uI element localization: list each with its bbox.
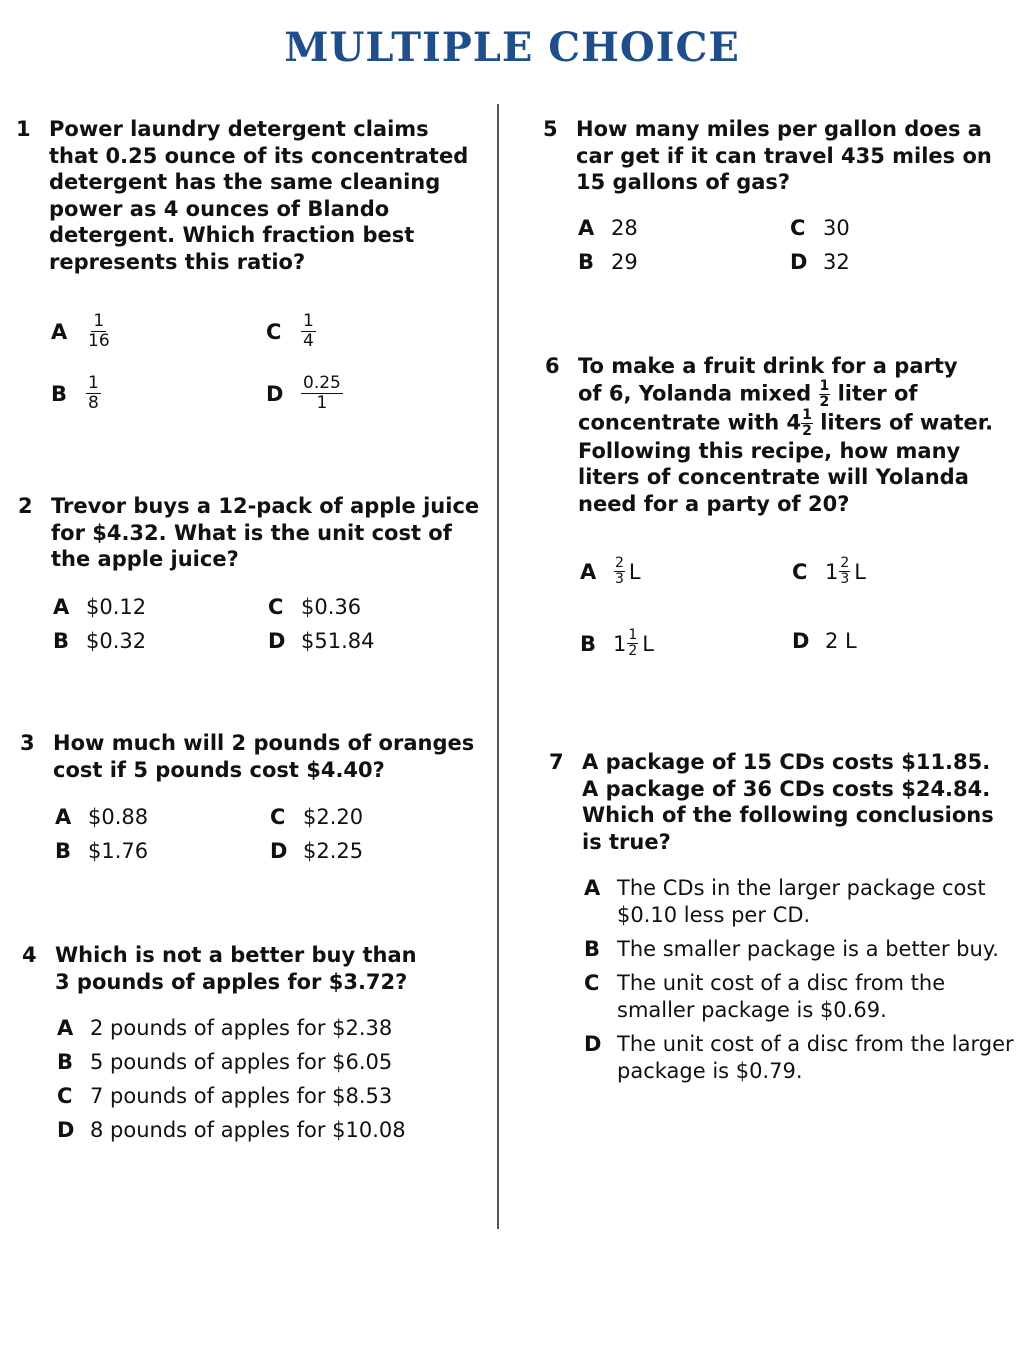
option-label: A (53, 594, 70, 619)
option-text: 5 pounds of apples for $6.05 (90, 1050, 393, 1074)
question-number: 6 (545, 354, 560, 378)
question-number: 2 (18, 494, 33, 518)
option-text: 30 (823, 215, 850, 240)
fraction (301, 375, 343, 412)
option-d[interactable] (268, 629, 374, 653)
option-text: 2 pounds of apples for $2.38 (90, 1016, 393, 1040)
question-number: 1 (16, 117, 31, 141)
question-2 (18, 493, 488, 665)
option-text: $0.12 (86, 594, 147, 619)
question-text-segment: liter of (837, 381, 918, 405)
option-b[interactable] (578, 250, 638, 274)
question-text-segment: of 6, Yolanda mixed (578, 381, 812, 405)
option-b[interactable] (580, 629, 654, 658)
option-a[interactable] (55, 805, 148, 829)
option-text: The CDs in the larger package cost $0.10 less per CD. (617, 876, 986, 927)
option-text: $2.25 (303, 839, 364, 863)
question-text: Power laundry detergent claims that 0.25 ounce of its concentrated detergent has the same cleaning power as 4 ounces of Blando detergent. Which fraction best represents this ratio? (49, 117, 469, 274)
option-a[interactable] (584, 875, 1014, 929)
option-c[interactable] (268, 595, 361, 619)
unit: L (628, 559, 641, 584)
option-d[interactable] (57, 1117, 492, 1144)
option-label: B (57, 1050, 74, 1074)
fraction (301, 313, 316, 350)
numerator: 1 (819, 377, 830, 394)
fraction (86, 375, 101, 412)
question-line (578, 377, 993, 410)
option-text: $0.32 (86, 628, 147, 653)
option-text: 32 (823, 249, 850, 274)
option-label: D (270, 839, 288, 863)
numerator: 1 (93, 311, 105, 331)
whole-number: 1 (613, 631, 627, 656)
numerator: 1 (303, 311, 314, 331)
option-label: D (584, 1032, 602, 1056)
option-c[interactable] (57, 1083, 492, 1110)
option-label: B (584, 937, 601, 961)
question-3 (20, 730, 490, 875)
option-c[interactable] (266, 313, 316, 350)
question-text: How many miles per gallon does a car get if it can travel 435 miles on 15 gallons of gas? (576, 117, 992, 194)
question-line: Following this recipe, how many (578, 438, 961, 463)
fraction (627, 629, 638, 658)
denominator: 3 (615, 571, 624, 587)
option-label: C (57, 1084, 73, 1108)
option-label: A (57, 1016, 74, 1040)
option-a[interactable] (51, 313, 112, 350)
option-label: C (268, 594, 284, 619)
question-number: 7 (549, 750, 564, 774)
option-label: A (578, 215, 595, 240)
question-5 (543, 116, 1013, 286)
option-label: C (792, 559, 808, 584)
option-label: A (584, 876, 601, 900)
page-title: MULTIPLE CHOICE (284, 24, 740, 71)
option-a[interactable] (578, 216, 638, 240)
numerator: 2 (840, 555, 850, 571)
option-label: B (53, 628, 70, 653)
question-text (578, 353, 993, 517)
option-a[interactable] (53, 595, 146, 619)
fraction (614, 557, 625, 586)
option-text: $51.84 (301, 628, 375, 653)
numerator: 2 (615, 555, 624, 571)
option-c[interactable] (584, 970, 1014, 1024)
option-text: The unit cost of a disc from the smaller package is $0.69. (617, 971, 946, 1022)
option-label: D (790, 249, 808, 274)
whole-number: 1 (825, 559, 839, 584)
option-b[interactable] (57, 1049, 492, 1076)
question-line: To make a fruit drink for a party (578, 354, 958, 378)
option-b[interactable] (51, 375, 101, 412)
option-label: B (51, 381, 68, 406)
option-text: 8 pounds of apples for $10.08 (90, 1118, 406, 1142)
option-b[interactable] (53, 629, 146, 653)
denominator: 2 (628, 643, 638, 659)
denominator: 3 (840, 571, 850, 587)
option-label: C (584, 971, 600, 995)
option-a[interactable] (580, 557, 641, 586)
option-text: 29 (611, 249, 638, 274)
option-label: D (268, 628, 286, 653)
denominator: 2 (802, 422, 812, 439)
option-label: B (55, 839, 72, 863)
option-label: B (580, 631, 597, 656)
question-text: Trevor buys a 12-pack of apple juice for $4.32. What is the unit cost of the apple juice? (51, 494, 480, 571)
question-4 (22, 942, 492, 1151)
question-line (578, 406, 994, 439)
numerator: 0.25 (303, 373, 341, 393)
denominator: 4 (303, 331, 314, 351)
option-text: $2.20 (303, 805, 364, 829)
question-text: How much will 2 pounds of oranges cost if 5 pounds cost $4.40? (53, 731, 475, 782)
denominator: 2 (819, 393, 830, 410)
option-c[interactable] (270, 805, 363, 829)
option-b[interactable] (584, 936, 1014, 963)
option-label: D (57, 1118, 75, 1142)
option-a[interactable] (57, 1015, 492, 1042)
option-c[interactable] (790, 216, 850, 240)
unit: L (854, 559, 866, 584)
option-text: $1.76 (88, 839, 149, 863)
question-1 (16, 116, 486, 433)
question-text-segment: liters of water. (820, 410, 994, 434)
option-label: D (266, 381, 284, 406)
option-label: C (266, 319, 282, 344)
unit: L (642, 631, 654, 656)
option-text: The smaller package is a better buy. (617, 937, 999, 961)
denominator: 1 (316, 393, 328, 413)
option-text: 28 (611, 215, 638, 240)
option-text: $0.36 (301, 594, 362, 619)
option-label: A (580, 559, 597, 584)
numerator: 1 (802, 406, 812, 423)
question-text-segment: concentrate with 4 (578, 410, 802, 434)
option-label: C (270, 805, 286, 829)
question-number: 5 (543, 117, 558, 141)
fraction (819, 377, 831, 410)
question-number: 3 (20, 731, 35, 755)
option-d[interactable] (792, 629, 857, 653)
question-text: A package of 15 CDs costs $11.85. A package of 36 CDs costs $24.84. Which of the following conclusions is true? (582, 750, 994, 854)
fraction (839, 557, 850, 586)
denominator: 8 (88, 393, 99, 413)
option-d[interactable] (584, 1031, 1014, 1085)
fraction (86, 313, 112, 350)
numerator: 1 (88, 373, 99, 393)
option-d[interactable] (270, 839, 363, 863)
fraction (801, 406, 813, 439)
option-text: 7 pounds of apples for $8.53 (90, 1084, 393, 1108)
option-label: B (578, 249, 595, 274)
option-text: 2 L (825, 629, 857, 653)
option-d[interactable] (790, 250, 850, 274)
option-text: The unit cost of a disc from the larger package is $0.79. (617, 1032, 1014, 1083)
option-b[interactable] (55, 839, 148, 863)
question-7 (549, 749, 1014, 1092)
option-label: C (790, 215, 806, 240)
option-label: D (792, 629, 810, 653)
question-line: liters of concentrate will Yolanda (578, 465, 969, 489)
option-c[interactable] (792, 557, 866, 586)
question-6 (545, 353, 1015, 667)
numerator: 1 (628, 627, 638, 643)
option-text: $0.88 (88, 805, 149, 829)
denominator: 16 (88, 331, 110, 351)
question-line: need for a party of 20? (578, 491, 850, 516)
option-d[interactable] (266, 375, 343, 412)
question-text: Which is not a better buy than 3 pounds of apples for $3.72? (55, 943, 417, 994)
column-divider (497, 104, 499, 1229)
option-label: A (55, 805, 72, 829)
option-label: A (51, 319, 68, 344)
question-number: 4 (22, 943, 37, 967)
